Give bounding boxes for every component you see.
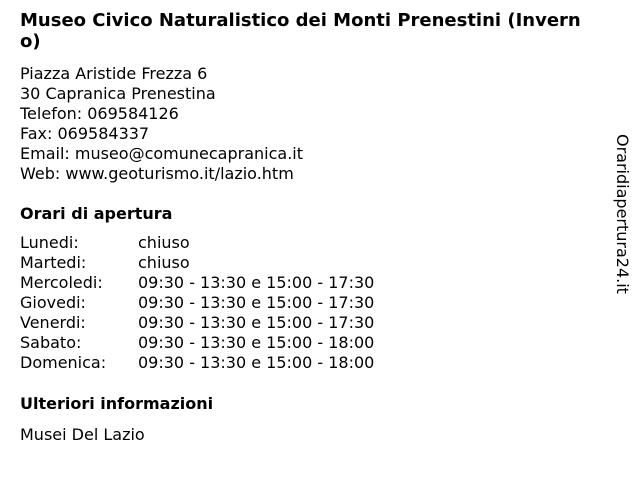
hours-value: 09:30 - 13:30 e 15:00 - 18:00 xyxy=(138,353,375,372)
day-label: Domenica: xyxy=(20,353,107,372)
hours-value: 09:30 - 13:30 e 15:00 - 17:30 xyxy=(138,273,375,292)
contact-info xyxy=(20,64,303,184)
hours-value: 09:30 - 13:30 e 15:00 - 17:30 xyxy=(138,313,375,332)
brand-watermark: Oraridiapertura24.it xyxy=(613,134,632,294)
address-street: Piazza Aristide Frezza 6 xyxy=(20,64,208,83)
hours-row-saturday xyxy=(20,333,374,353)
phone-number: Telefon: 069584126 xyxy=(20,104,179,123)
hours-value: chiuso xyxy=(138,253,190,272)
fax-number: Fax: 069584337 xyxy=(20,124,150,143)
hours-row-sunday xyxy=(20,353,374,373)
hours-value: 09:30 - 13:30 e 15:00 - 17:30 xyxy=(138,293,375,312)
website: Web: www.geoturismo.it/lazio.htm xyxy=(20,164,294,183)
opening-hours-table xyxy=(20,233,374,373)
hours-value: 09:30 - 13:30 e 15:00 - 18:00 xyxy=(138,333,375,352)
day-label: Martedi: xyxy=(20,253,87,272)
hours-row-monday xyxy=(20,233,374,253)
hours-value: chiuso xyxy=(138,233,190,252)
day-label: Venerdi: xyxy=(20,313,86,332)
hours-row-friday xyxy=(20,313,374,333)
opening-hours-heading: Orari di apertura xyxy=(20,204,173,223)
extra-info-heading: Ulteriori informazioni xyxy=(20,394,214,413)
extra-info-text: Musei Del Lazio xyxy=(20,425,145,444)
day-label: Sabato: xyxy=(20,333,82,352)
day-label: Giovedi: xyxy=(20,293,86,312)
hours-row-wednesday xyxy=(20,273,374,293)
hours-row-tuesday xyxy=(20,253,374,273)
hours-row-thursday xyxy=(20,293,374,313)
address-city: 30 Capranica Prenestina xyxy=(20,84,216,103)
day-label: Lunedi: xyxy=(20,233,79,252)
day-label: Mercoledi: xyxy=(20,273,103,292)
page-title: Museo Civico Naturalistico dei Monti Prenestini (Inverno) xyxy=(20,10,581,52)
email-address: Email: museo@comunecapranica.it xyxy=(20,144,303,163)
